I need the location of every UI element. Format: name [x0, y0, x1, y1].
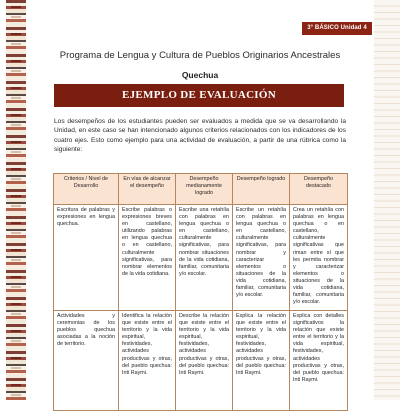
header-level-1: En vías de alcanzar el desempeño: [119, 174, 176, 205]
header-criteria: Criterios / Nivel de Desarrollo: [54, 174, 119, 205]
grade-unit-badge: 3° BÁSICO Unidad 4: [302, 22, 372, 35]
program-title: Programa de Lengua y Cultura de Pueblos Originarios Ancestrales: [59, 50, 341, 61]
table-row: [54, 205, 348, 311]
table-row: [54, 311, 348, 411]
section-banner: EJEMPLO DE EVALUACIÓN: [54, 84, 344, 107]
table-header-row: [54, 174, 348, 205]
header-level-2: Desempeño medianamente logrado: [176, 174, 233, 205]
row-criterion: Escritura de palabras y expresiones en lengua quechua.: [54, 205, 119, 311]
decorative-border-right: [374, 0, 400, 400]
table-cell: Crea un retahíla con palabras en lengua quechua o en castellano, culturalmente significativas que riman entre sí que les permita nombrar y caracterizar elementos o situaciones de la vida cotidiana, familiar, comunitaria y/o escolar.: [290, 205, 348, 311]
table-cell: Explica la relación que existe entre el territorio y la vida espiritual, festividades, actividades productivas y otras, del pueblo quechua: Inti Raymi.: [233, 311, 290, 411]
table-cell: Describe la relación que existe entre el territorio y la vida espiritual, festividades, actividades productivas y otras, del pueblo quechua: Inti Raymi.: [176, 311, 233, 411]
table-cell: Escribe una retahíla con palabras en lengua quechua o en castellano, culturalmente significativas, para nombrar situaciones de la vida cotidiana, familiar, comunitaria y/o escolar.: [176, 205, 233, 311]
intro-paragraph: Los desempeños de los estudiantes pueden ser evaluados a medida que se va desarrollando la Unidad, en este caso se han intencionado algunos criterios relacionados con los indicadores de los cuatro ejes. Esto como ejemplo para una actividad de evaluación, a partir de una rúbrica como la siguiente:: [54, 118, 346, 153]
table-cell: Escribe palabras o expresiones breves en castellano, utilizando palabras en lengua quechua o en castellano, culturalmente significativas, para nombrar elementos de la vida cotidiana.: [119, 205, 176, 311]
language-title: Quechua: [181, 70, 219, 80]
header-level-4: Desempeño destacado: [290, 174, 348, 205]
table-cell: Identifica la relación que existe entre el territorio y la vida espiritual, festividades, actividades productivas y otras, del pueblo quechua: Inti Raymi.: [119, 311, 176, 411]
table-cell: Escribe un retahíla con palabras en lengua quechua o en castellano, culturalmente significativas, para nombrar y caracterizar elementos o situaciones de la vida cotidiana, familiar, comunitaria y/o escolar.: [233, 205, 290, 311]
evaluation-rubric-table: [53, 173, 348, 411]
table-cell: Explica con detalles significativos la relación que existe entre el territorio y la vida espiritual, festividades, actividades productivas y otras, del pueblo quechua: Inti Raymi.: [290, 311, 348, 411]
decorative-pattern-left: [11, 0, 21, 400]
header-level-3: Desempeño logrado: [233, 174, 290, 205]
row-criterion: Actividades y ceremonias de los pueblos quechua asociadas a la noción de territorio.: [54, 311, 119, 411]
